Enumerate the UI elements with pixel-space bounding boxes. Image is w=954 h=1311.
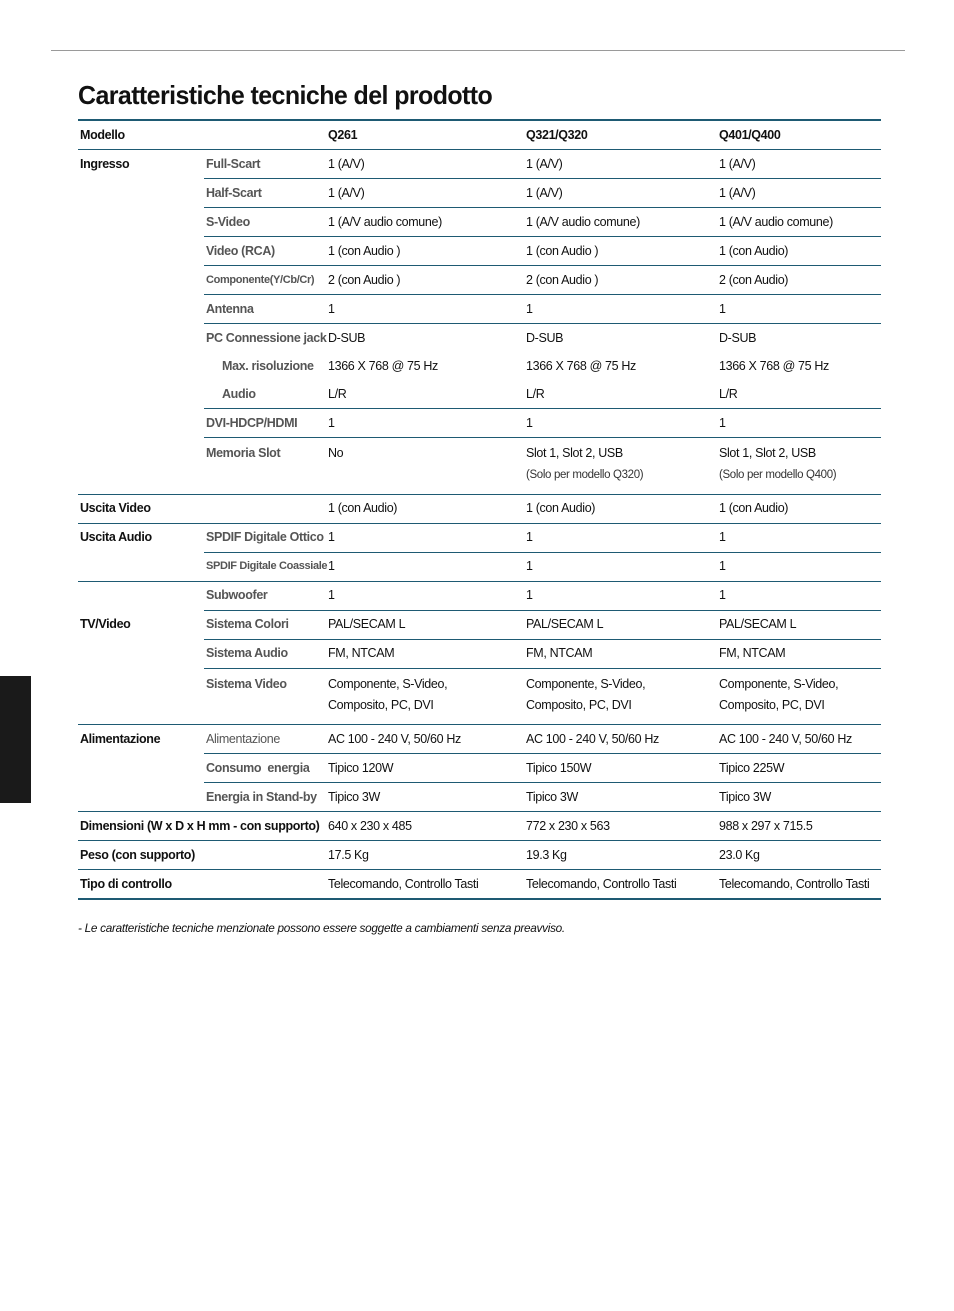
cell-note: (Solo per modello Q320) xyxy=(526,469,644,481)
cell-value: Tipico 225W xyxy=(717,754,881,783)
cell-value: 1 xyxy=(326,552,524,581)
row-label: SPDIF Digitale Ottico xyxy=(204,523,326,552)
cell-value: 1 (con Audio ) xyxy=(326,237,524,266)
table-row xyxy=(78,438,881,495)
category-tipo-controllo: Tipo di controllo xyxy=(80,876,172,891)
cell-value: 1 xyxy=(717,409,881,438)
cell-value: FM, NTCAM xyxy=(524,639,717,668)
cell-value: 1 (A/V audio comune) xyxy=(717,208,881,237)
row-label: Audio xyxy=(204,380,326,409)
cell-value: Telecomando, Controllo Tasti xyxy=(328,876,479,891)
header-model-q401: Q401/Q400 xyxy=(717,120,881,150)
cell-value: AC 100 - 240 V, 50/60 Hz xyxy=(524,725,717,754)
table-row xyxy=(78,523,881,552)
cell-value: 1 xyxy=(524,552,717,581)
category-uscita-video: Uscita Video xyxy=(78,494,204,523)
cell-value: 1 (A/V) xyxy=(326,150,524,179)
table-row xyxy=(78,581,881,610)
table-header-row xyxy=(78,120,881,150)
cell-value: 1 (A/V) xyxy=(717,150,881,179)
cell-value: 1 (con Audio) xyxy=(717,237,881,266)
cell-value-line: Componente, S-Video, xyxy=(526,676,646,691)
cell-value: 1 (con Audio) xyxy=(326,494,524,523)
cell-value: 1 xyxy=(717,581,881,610)
cell-value: FM, NTCAM xyxy=(326,639,524,668)
cell-value-line: Composito, PC, DVI xyxy=(526,697,632,712)
cell-value: Tipico 150W xyxy=(524,754,717,783)
cell-value: 1 (con Audio) xyxy=(717,494,881,523)
cell-value-line: Composito, PC, DVI xyxy=(328,697,434,712)
header-modello: Modello xyxy=(78,120,326,150)
category-uscita-audio: Uscita Audio xyxy=(80,530,152,545)
cell-value: Tipico 120W xyxy=(326,754,524,783)
cell-value: 1 (con Audio) xyxy=(524,494,717,523)
category-alimentazione: Alimentazione xyxy=(80,731,161,746)
row-label: Componente(Y/Cb/Cr) xyxy=(204,266,326,295)
table-row xyxy=(78,409,881,438)
table-row xyxy=(78,494,881,523)
table-row xyxy=(78,610,881,639)
cell-value: 2 (con Audio ) xyxy=(524,266,717,295)
cell-value: 1 (A/V) xyxy=(717,179,881,208)
header-model-q321: Q321/Q320 xyxy=(524,120,717,150)
cell-value: 640 x 230 x 485 xyxy=(326,812,524,841)
cell-value: 1 (A/V) xyxy=(326,179,524,208)
cell-value: 1 xyxy=(717,523,881,552)
table-row xyxy=(78,754,881,783)
table-row xyxy=(78,725,881,754)
cell-value: 1 (A/V) xyxy=(524,179,717,208)
row-label: PC Connessione jack xyxy=(206,330,327,345)
table-row xyxy=(78,870,881,900)
cell-value: 1 xyxy=(326,523,524,552)
table-row xyxy=(78,324,881,353)
cell-value: Tipico 3W xyxy=(524,783,717,812)
cell-value xyxy=(524,438,717,495)
cell-value: 772 x 230 x 563 xyxy=(524,812,717,841)
cell-value: 1 (A/V) xyxy=(524,150,717,179)
table-row xyxy=(78,266,881,295)
category-peso: Peso (con supporto) xyxy=(78,841,326,870)
table-row xyxy=(78,179,881,208)
cell-value: 1366 X 768 @ 75 Hz xyxy=(719,358,829,373)
cell-value: 1 xyxy=(524,523,717,552)
cell-value: 1 (con Audio ) xyxy=(524,237,717,266)
cell-value: 1 xyxy=(717,552,881,581)
table-row xyxy=(78,812,881,841)
cell-value: D-SUB xyxy=(328,330,366,345)
cell-value-line: Composito, PC, DVI xyxy=(719,697,825,712)
cell-value: 1 xyxy=(326,295,524,324)
cell-value: 1 (A/V audio comune) xyxy=(524,208,717,237)
cell-value xyxy=(326,668,524,725)
row-label: Consumo energia xyxy=(204,754,326,783)
row-label: S-Video xyxy=(204,208,326,237)
cell-value xyxy=(717,668,881,725)
cell-value: Telecomando, Controllo Tasti xyxy=(526,876,677,891)
row-label: Energia in Stand-by xyxy=(204,783,326,812)
cell-value: 23.0 Kg xyxy=(717,841,881,870)
cell-value-line: Slot 1, Slot 2, USB xyxy=(526,446,623,460)
cell-value-line: Componente, S-Video, xyxy=(328,676,448,691)
table-row xyxy=(78,841,881,870)
cell-value: AC 100 - 240 V, 50/60 Hz xyxy=(717,725,881,754)
cell-value: 1 xyxy=(524,409,717,438)
cell-value: 1 xyxy=(524,295,717,324)
table-row xyxy=(78,552,881,581)
table-row xyxy=(78,380,881,409)
category-tv-video: TV/Video xyxy=(80,617,131,631)
row-label: Subwoofer xyxy=(204,581,326,610)
row-label: Max. risoluzione xyxy=(222,358,314,373)
table-row xyxy=(78,208,881,237)
table-row xyxy=(78,237,881,266)
footnote: - Le caratteristiche tecniche menzionate possono essere soggette a cambiamenti senza preavviso. xyxy=(78,921,565,935)
cell-value xyxy=(717,438,881,495)
cell-value: No xyxy=(326,438,524,495)
page-title: Caratteristiche tecniche del prodotto xyxy=(78,80,493,110)
cell-value: 1366 X 768 @ 75 Hz xyxy=(328,358,438,373)
row-label: Video (RCA) xyxy=(204,237,326,266)
cell-value-line: Componente, S-Video, xyxy=(719,676,839,691)
cell-value: PAL/SECAM L xyxy=(326,610,524,639)
row-label: Sistema Video xyxy=(204,668,326,725)
cell-value xyxy=(524,668,717,725)
category-ingresso: Ingresso xyxy=(80,156,130,171)
category-dimensioni: Dimensioni (W x D x H mm - con supporto) xyxy=(78,812,326,841)
table-row xyxy=(78,639,881,668)
table-row xyxy=(78,150,881,179)
row-label: Half-Scart xyxy=(204,179,326,208)
cell-value: D-SUB xyxy=(526,330,564,345)
cell-value: AC 100 - 240 V, 50/60 Hz xyxy=(326,725,524,754)
row-label: Sistema Colori xyxy=(204,610,326,639)
row-label: Memoria Slot xyxy=(204,438,326,495)
top-rule xyxy=(51,50,905,51)
table-row xyxy=(78,295,881,324)
cell-value: D-SUB xyxy=(719,330,757,345)
cell-value: PAL/SECAM L xyxy=(717,610,881,639)
row-label: Sistema Audio xyxy=(204,639,326,668)
cell-value: Tipico 3W xyxy=(326,783,524,812)
cell-value: Telecomando, Controllo Tasti xyxy=(719,876,870,891)
cell-value: 1 xyxy=(326,581,524,610)
cell-value: 1366 X 768 @ 75 Hz xyxy=(526,358,636,373)
row-label: DVI-HDCP/HDMI xyxy=(204,409,326,438)
cell-value: L/R xyxy=(717,380,881,409)
header-model-q261: Q261 xyxy=(326,120,524,150)
row-label: Antenna xyxy=(204,295,326,324)
row-label: Full-Scart xyxy=(204,150,326,179)
side-tab-marker xyxy=(0,676,31,803)
cell-value: FM, NTCAM xyxy=(717,639,881,668)
cell-value: 1 (A/V audio comune) xyxy=(326,208,524,237)
cell-value: 2 (con Audio ) xyxy=(326,266,524,295)
table-row xyxy=(78,783,881,812)
cell-value: 988 x 297 x 715.5 xyxy=(717,812,881,841)
table-row xyxy=(78,352,881,380)
cell-value: 1 xyxy=(524,581,717,610)
cell-value: L/R xyxy=(524,380,717,409)
row-label: Alimentazione xyxy=(204,725,326,754)
cell-value: Tipico 3W xyxy=(717,783,881,812)
cell-value: L/R xyxy=(326,380,524,409)
cell-value: 1 xyxy=(326,409,524,438)
cell-value: 1 xyxy=(717,295,881,324)
cell-value: PAL/SECAM L xyxy=(524,610,717,639)
table-row xyxy=(78,668,881,725)
cell-value: 2 (con Audio) xyxy=(717,266,881,295)
cell-value-line: Slot 1, Slot 2, USB xyxy=(719,446,816,460)
row-label: SPDIF Digitale Coassiale xyxy=(204,552,326,581)
cell-value: 19.3 Kg xyxy=(524,841,717,870)
cell-value: 17.5 Kg xyxy=(326,841,524,870)
spec-table xyxy=(78,119,881,900)
cell-note: (Solo per modello Q400) xyxy=(719,469,837,481)
